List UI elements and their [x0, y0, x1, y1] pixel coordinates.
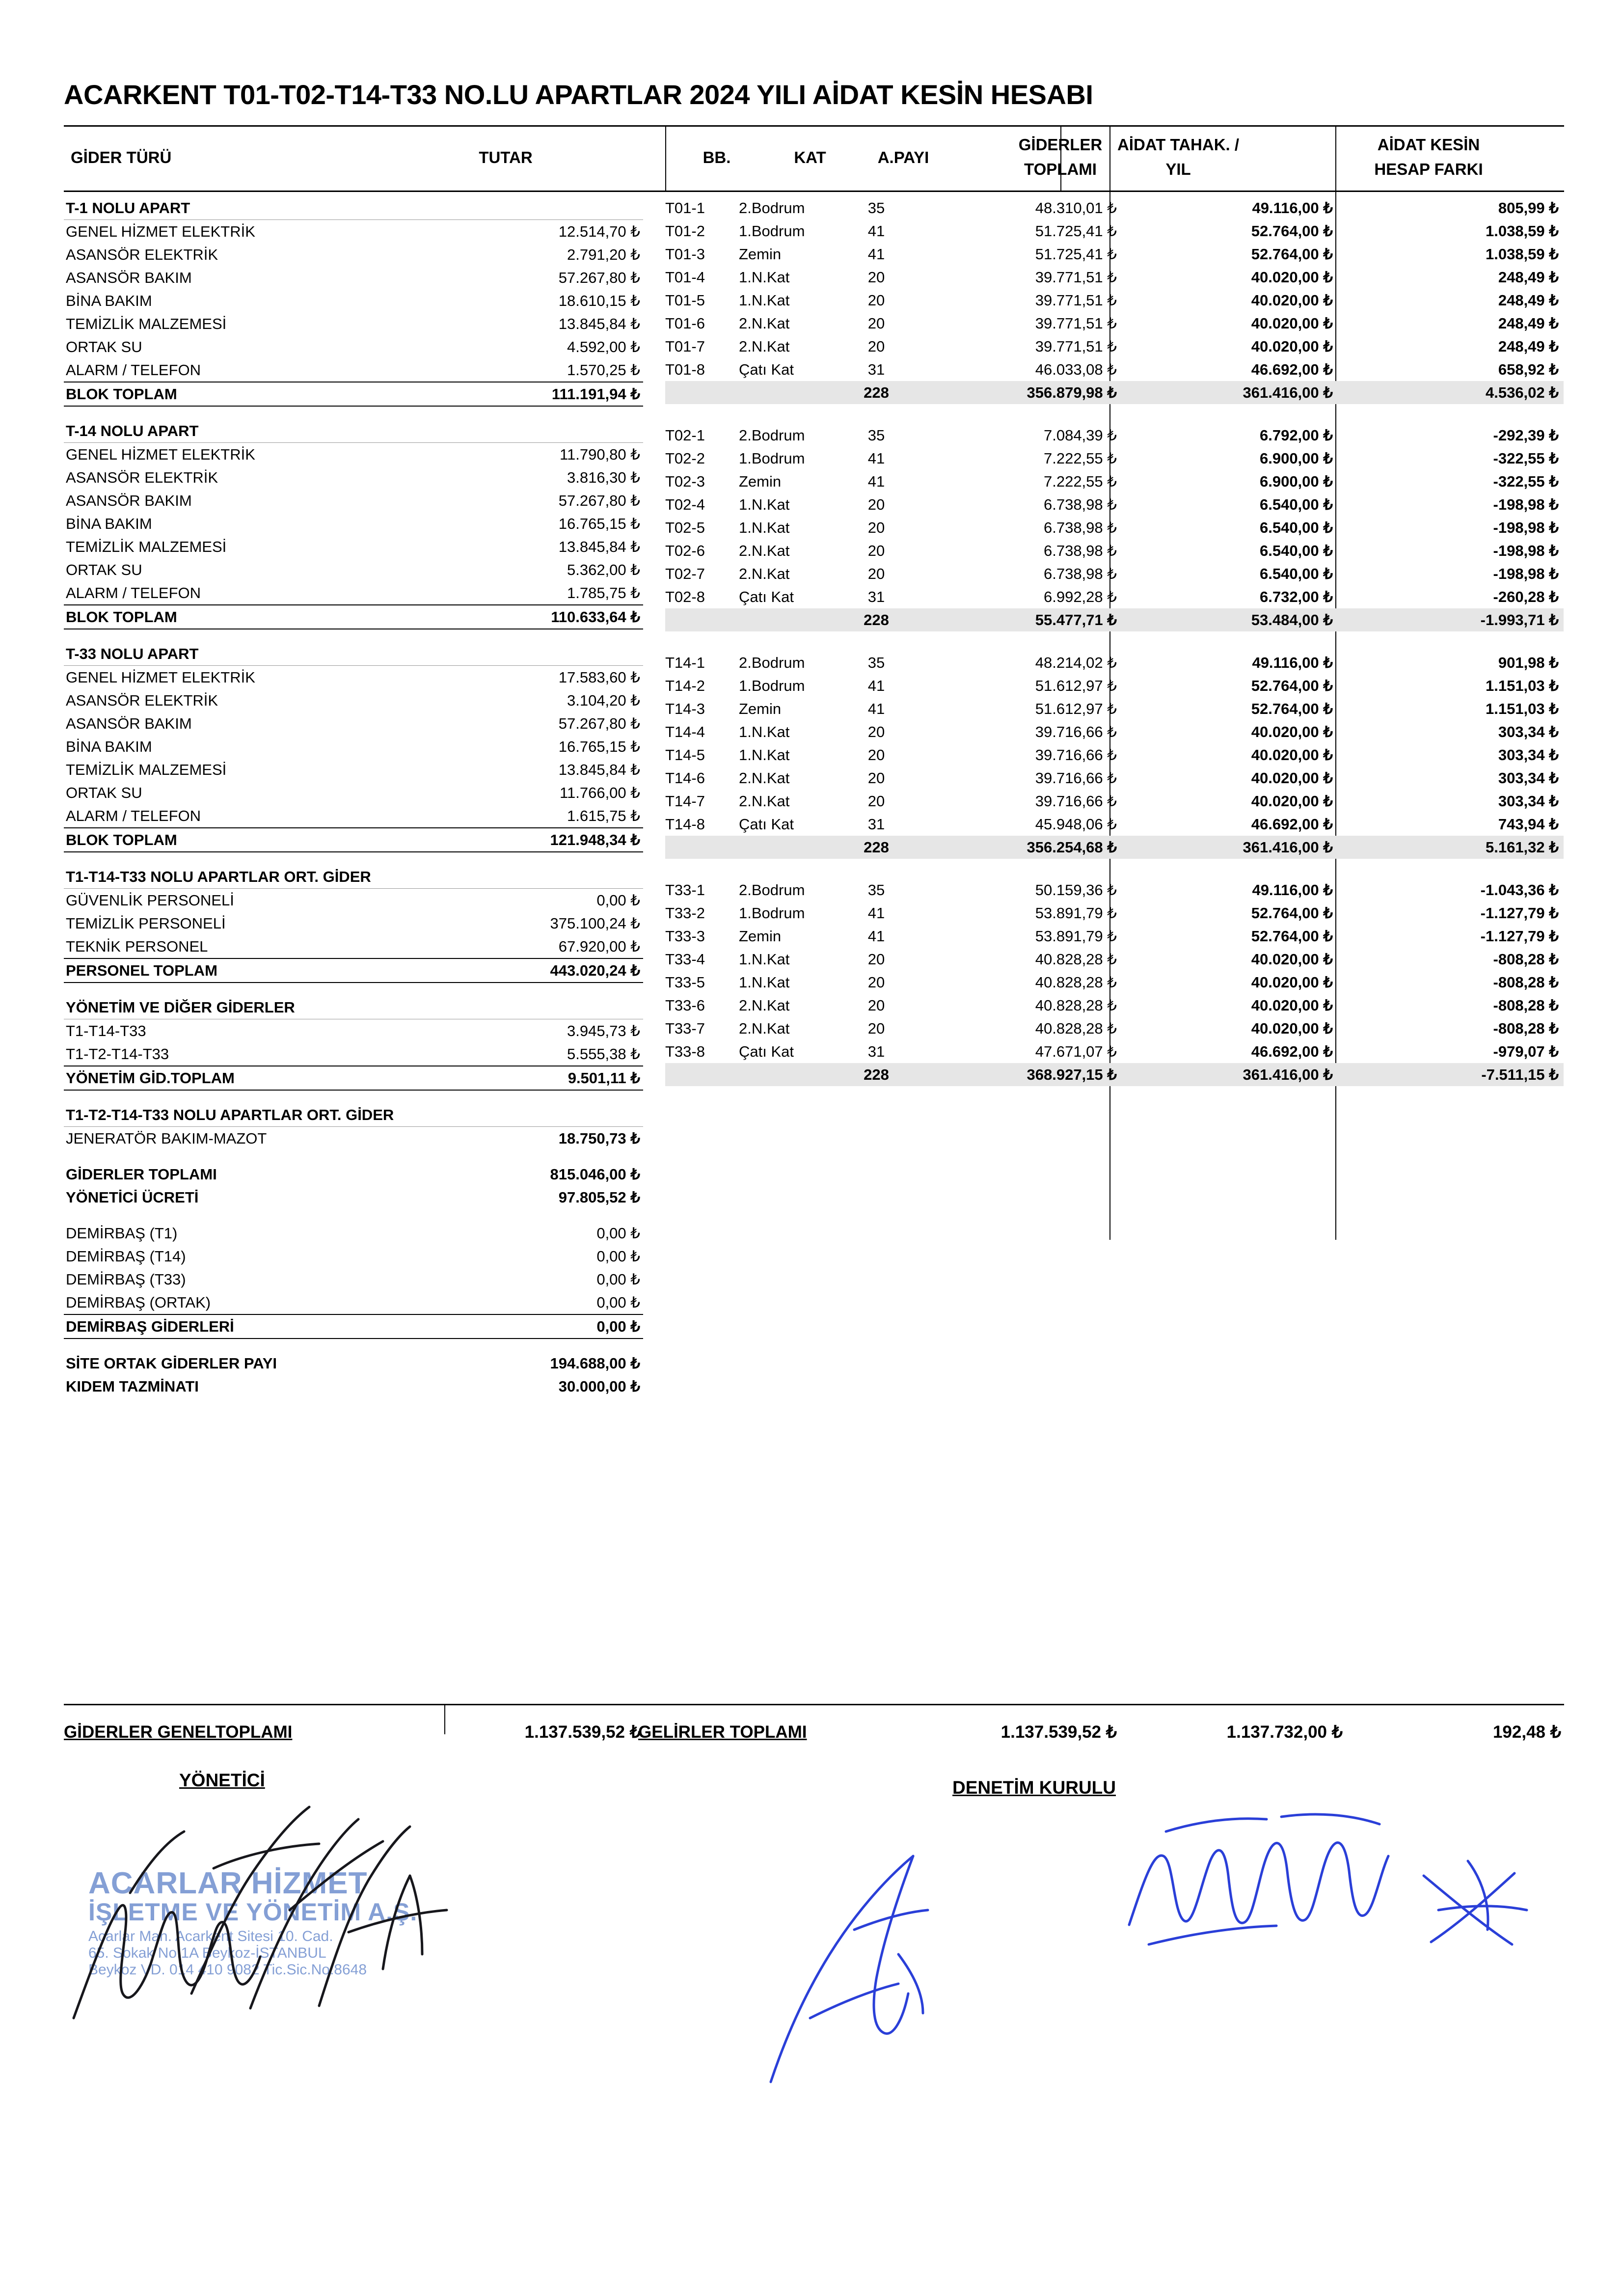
unit-row: T14-2 1.Bodrum 41 51.612,97 ₺ 52.764,00 ₺ 1.151,03 ₺ [665, 677, 1559, 694]
expense-row: GÜVENLİK PERSONELİ 0,00 ₺ [66, 892, 640, 909]
unit-row: T02-3 Zemin 41 7.222,55 ₺ 6.900,00 ₺ -322,55 ₺ [665, 473, 1559, 490]
expense-row: ASANSÖR ELEKTRİK 3.104,20 ₺ [66, 692, 640, 709]
expense-row: ASANSÖR BAKIM 57.267,80 ₺ [66, 715, 640, 732]
expense-block-title: YÖNETİM VE DİĞER GİDERLER [64, 996, 643, 1019]
unit-row: T02-6 2.N.Kat 20 6.738,98 ₺ 6.540,00 ₺ -198,98 ₺ [665, 542, 1559, 559]
unit-row: T33-2 1.Bodrum 41 53.891,79 ₺ 52.764,00 ₺ -1.127,79 ₺ [665, 904, 1559, 922]
income-total-value: 1.137.539,52 ₺ [1001, 1722, 1117, 1742]
expense-block-total: YÖNETİM GİD.TOPLAM 9.501,11 ₺ [64, 1066, 643, 1091]
unit-row: T01-7 2.N.Kat 20 39.771,51 ₺ 40.020,00 ₺ 248,49 ₺ [665, 338, 1559, 355]
page-title: ACARKENT T01-T02-T14-T33 NO.LU APARTLAR 2024 YILI AİDAT KESİN HESABI [64, 79, 1093, 110]
expense-row: BİNA BAKIM 16.765,15 ₺ [66, 738, 640, 755]
site-share-row: SİTE ORTAK GİDERLER PAYI 194.688,00 ₺ [66, 1355, 640, 1372]
stamp-line-5: Beykoz VD. 014 410 9082 Tic.Sic.No:8648 [88, 1962, 367, 1978]
unit-block-subtotal: 228 356.254,68 ₺ 361.416,00 ₺ 5.161,32 ₺ [665, 836, 1564, 859]
fixture-row: DEMİRBAŞ (T14) 0,00 ₺ [66, 1248, 640, 1265]
unit-row: T01-5 1.N.Kat 20 39.771,51 ₺ 40.020,00 ₺ 248,49 ₺ [665, 292, 1559, 309]
totals-divider-line [444, 1704, 445, 1734]
expense-row: ALARM / TELEFON 1.785,75 ₺ [66, 584, 640, 601]
severance-row: KIDEM TAZMİNATI 30.000,00 ₺ [66, 1378, 640, 1395]
expense-row: ORTAK SU 11.766,00 ₺ [66, 784, 640, 801]
totals-divider [64, 1704, 1564, 1705]
unit-row: T14-7 2.N.Kat 20 39.716,66 ₺ 40.020,00 ₺ 303,34 ₺ [665, 793, 1559, 810]
expense-row: BİNA BAKIM 18.610,15 ₺ [66, 292, 640, 309]
unit-row: T02-8 Çatı Kat 31 6.992,28 ₺ 6.732,00 ₺ -260,28 ₺ [665, 588, 1559, 605]
signature-denetim-3 [1409, 1846, 1556, 1969]
expense-grand-subtotal: GİDERLER TOPLAMI 815.046,00 ₺ [66, 1166, 640, 1183]
expense-row: ASANSÖR ELEKTRİK 2.791,20 ₺ [66, 246, 640, 263]
unit-row: T02-5 1.N.Kat 20 6.738,98 ₺ 6.540,00 ₺ -198,98 ₺ [665, 519, 1559, 536]
header-aidat-tahakkuk-line1: AİDAT TAHAK. / [1117, 136, 1240, 154]
fixture-row: DEMİRBAŞ (T33) 0,00 ₺ [66, 1271, 640, 1288]
unit-row: T33-1 2.Bodrum 35 50.159,36 ₺ 49.116,00 ₺ -1.043,36 ₺ [665, 881, 1559, 899]
expense-block-total: BLOK TOPLAM 110.633,64 ₺ [64, 604, 643, 629]
unit-row: T01-2 1.Bodrum 41 51.725,41 ₺ 52.764,00 ₺ 1.038,59 ₺ [665, 222, 1559, 240]
expense-row: JENERATÖR BAKIM-MAZOT 18.750,73 ₺ [66, 1130, 640, 1147]
unit-row: T14-5 1.N.Kat 20 39.716,66 ₺ 40.020,00 ₺ 303,34 ₺ [665, 746, 1559, 764]
unit-row: T02-4 1.N.Kat 20 6.738,98 ₺ 6.540,00 ₺ -198,98 ₺ [665, 496, 1559, 513]
header-bb: BB. [703, 148, 731, 166]
unit-row: T14-3 Zemin 41 51.612,97 ₺ 52.764,00 ₺ 1.151,03 ₺ [665, 700, 1559, 717]
income-difference-value: 192,48 ₺ [1492, 1722, 1561, 1742]
unit-row: T01-3 Zemin 41 51.725,41 ₺ 52.764,00 ₺ 1.038,59 ₺ [665, 246, 1559, 263]
header-giderler-toplami-line2: TOPLAMI [1024, 160, 1097, 178]
units-table [665, 196, 1564, 1086]
expense-row: ORTAK SU 4.592,00 ₺ [66, 338, 640, 355]
expense-row: T1-T14-T33 3.945,73 ₺ [66, 1022, 640, 1039]
expense-block-title: T-1 NOLU APART [64, 196, 643, 220]
unit-row: T01-6 2.N.Kat 20 39.771,51 ₺ 40.020,00 ₺ 248,49 ₺ [665, 315, 1559, 332]
unit-row: T14-4 1.N.Kat 20 39.716,66 ₺ 40.020,00 ₺ 303,34 ₺ [665, 723, 1559, 740]
income-accrual-value: 1.137.732,00 ₺ [1226, 1722, 1343, 1742]
stamp-line-3: Acarlar Mah. Acarkent Sitesi 10. Cad. [88, 1928, 333, 1944]
expense-row: T1-T2-T14-T33 5.555,38 ₺ [66, 1045, 640, 1063]
header-apayi: A.PAYI [877, 148, 929, 166]
expense-row: ASANSÖR BAKIM 57.267,80 ₺ [66, 492, 640, 509]
expense-row: ORTAK SU 5.362,00 ₺ [66, 561, 640, 578]
unit-block-subtotal: 228 368.927,15 ₺ 361.416,00 ₺ -7.511,15 ₺ [665, 1063, 1564, 1086]
yonetici-label: YÖNETİCİ [179, 1770, 265, 1790]
header-aidat-kesin-line1: AİDAT KESİN [1377, 136, 1480, 154]
unit-row: T14-1 2.Bodrum 35 48.214,02 ₺ 49.116,00 ₺ 901,98 ₺ [665, 654, 1559, 671]
signature-denetim-1 [751, 1807, 1026, 2111]
fixture-total-row: DEMİRBAŞ GİDERLERİ 0,00 ₺ [64, 1314, 643, 1339]
expense-block-title: T-14 NOLU APART [64, 419, 643, 443]
income-total-label: GELİRLER TOPLAMI [638, 1722, 807, 1742]
header-kat: KAT [794, 148, 826, 166]
expense-row: ASANSÖR BAKIM 57.267,80 ₺ [66, 269, 640, 286]
signature-denetim-2 [1119, 1797, 1424, 1974]
expense-block-title: T-33 NOLU APART [64, 642, 643, 666]
header-giderler-toplami-line1: GİDERLER [1018, 136, 1103, 154]
unit-row: T33-8 Çatı Kat 31 47.671,07 ₺ 46.692,00 ₺ -979,07 ₺ [665, 1043, 1559, 1060]
unit-row: T01-1 2.Bodrum 35 48.310,01 ₺ 49.116,00 ₺ 805,99 ₺ [665, 199, 1559, 217]
expenses-grand-total-value: 1.137.539,52 ₺ [524, 1722, 641, 1742]
unit-row: T33-5 1.N.Kat 20 40.828,28 ₺ 40.020,00 ₺ -808,28 ₺ [665, 974, 1559, 991]
expense-row: TEKNİK PERSONEL 67.920,00 ₺ [66, 938, 640, 955]
unit-block-subtotal: 228 55.477,71 ₺ 53.484,00 ₺ -1.993,71 ₺ [665, 608, 1564, 631]
expense-row: BİNA BAKIM 16.765,15 ₺ [66, 515, 640, 532]
expense-row: ASANSÖR ELEKTRİK 3.816,30 ₺ [66, 469, 640, 486]
unit-row: T02-1 2.Bodrum 35 7.084,39 ₺ 6.792,00 ₺ -292,39 ₺ [665, 427, 1559, 444]
unit-row: T33-4 1.N.Kat 20 40.828,28 ₺ 40.020,00 ₺ -808,28 ₺ [665, 951, 1559, 968]
expense-row: TEMİZLİK MALZEMESİ 13.845,84 ₺ [66, 315, 640, 332]
expense-row: GENEL HİZMET ELEKTRİK 17.583,60 ₺ [66, 669, 640, 686]
unit-row: T01-8 Çatı Kat 31 46.033,08 ₺ 46.692,00 ₺ 658,92 ₺ [665, 361, 1559, 378]
expense-block-title: T1-T2-T14-T33 NOLU APARTLAR ORT. GİDER [64, 1103, 643, 1127]
unit-row: T02-2 1.Bodrum 41 7.222,55 ₺ 6.900,00 ₺ -322,55 ₺ [665, 450, 1559, 467]
signature-yonetici [44, 1763, 584, 2038]
stamp-line-1: ACARLAR HİZMET [88, 1866, 368, 1900]
stamp-line-2: İŞLETME VE YÖNETİM A.Ş. [88, 1898, 418, 1926]
stamp-line-4: 65. Sokak No:1A Beykoz-İSTANBUL [88, 1945, 326, 1961]
unit-row: T02-7 2.N.Kat 20 6.738,98 ₺ 6.540,00 ₺ -198,98 ₺ [665, 565, 1559, 582]
fixture-row: DEMİRBAŞ (ORTAK) 0,00 ₺ [66, 1294, 640, 1311]
fixture-row: DEMİRBAŞ (T1) 0,00 ₺ [66, 1225, 640, 1242]
expense-row: TEMİZLİK PERSONELİ 375.100,24 ₺ [66, 915, 640, 932]
expense-block-total: BLOK TOPLAM 111.191,94 ₺ [64, 382, 643, 407]
expense-block-total: PERSONEL TOPLAM 443.020,24 ₺ [64, 958, 643, 983]
header-aidat-tahakkuk-line2: YIL [1165, 160, 1191, 178]
header-aidat-kesin-line2: HESAP FARKI [1374, 160, 1483, 178]
expense-row: GENEL HİZMET ELEKTRİK 12.514,70 ₺ [66, 223, 640, 240]
expense-row: TEMİZLİK MALZEMESİ 13.845,84 ₺ [66, 761, 640, 778]
unit-row: T01-4 1.N.Kat 20 39.771,51 ₺ 40.020,00 ₺ 248,49 ₺ [665, 269, 1559, 286]
expense-row: GENEL HİZMET ELEKTRİK 11.790,80 ₺ [66, 446, 640, 463]
manager-fee-row: YÖNETİCİ ÜCRETİ 97.805,52 ₺ [66, 1189, 640, 1206]
unit-row: T14-6 2.N.Kat 20 39.716,66 ₺ 40.020,00 ₺ 303,34 ₺ [665, 769, 1559, 787]
unit-row: T14-8 Çatı Kat 31 45.948,06 ₺ 46.692,00 ₺ 743,94 ₺ [665, 816, 1559, 833]
unit-row: T33-3 Zemin 41 53.891,79 ₺ 52.764,00 ₺ -1.127,79 ₺ [665, 928, 1559, 945]
unit-row: T33-6 2.N.Kat 20 40.828,28 ₺ 40.020,00 ₺ -808,28 ₺ [665, 997, 1559, 1014]
expense-row: ALARM / TELEFON 1.615,75 ₺ [66, 807, 640, 824]
expenses-grand-total-label: GİDERLER GENELTOPLAMI [64, 1722, 293, 1742]
header-gider-turu: GİDER TÜRÜ [71, 148, 172, 166]
expense-row: TEMİZLİK MALZEMESİ 13.845,84 ₺ [66, 538, 640, 555]
header-tutar: TUTAR [479, 148, 533, 166]
expense-block-total: BLOK TOPLAM 121.948,34 ₺ [64, 827, 643, 852]
denetim-kurulu-label: DENETİM KURULU [952, 1777, 1116, 1798]
table-header [64, 125, 1564, 192]
expenses-table [64, 196, 643, 1398]
unit-block-subtotal: 228 356.879,98 ₺ 361.416,00 ₺ 4.536,02 ₺ [665, 381, 1564, 404]
expense-row: ALARM / TELEFON 1.570,25 ₺ [66, 361, 640, 379]
expense-block-title: T1-T14-T33 NOLU APARTLAR ORT. GİDER [64, 865, 643, 889]
unit-row: T33-7 2.N.Kat 20 40.828,28 ₺ 40.020,00 ₺ -808,28 ₺ [665, 1020, 1559, 1037]
